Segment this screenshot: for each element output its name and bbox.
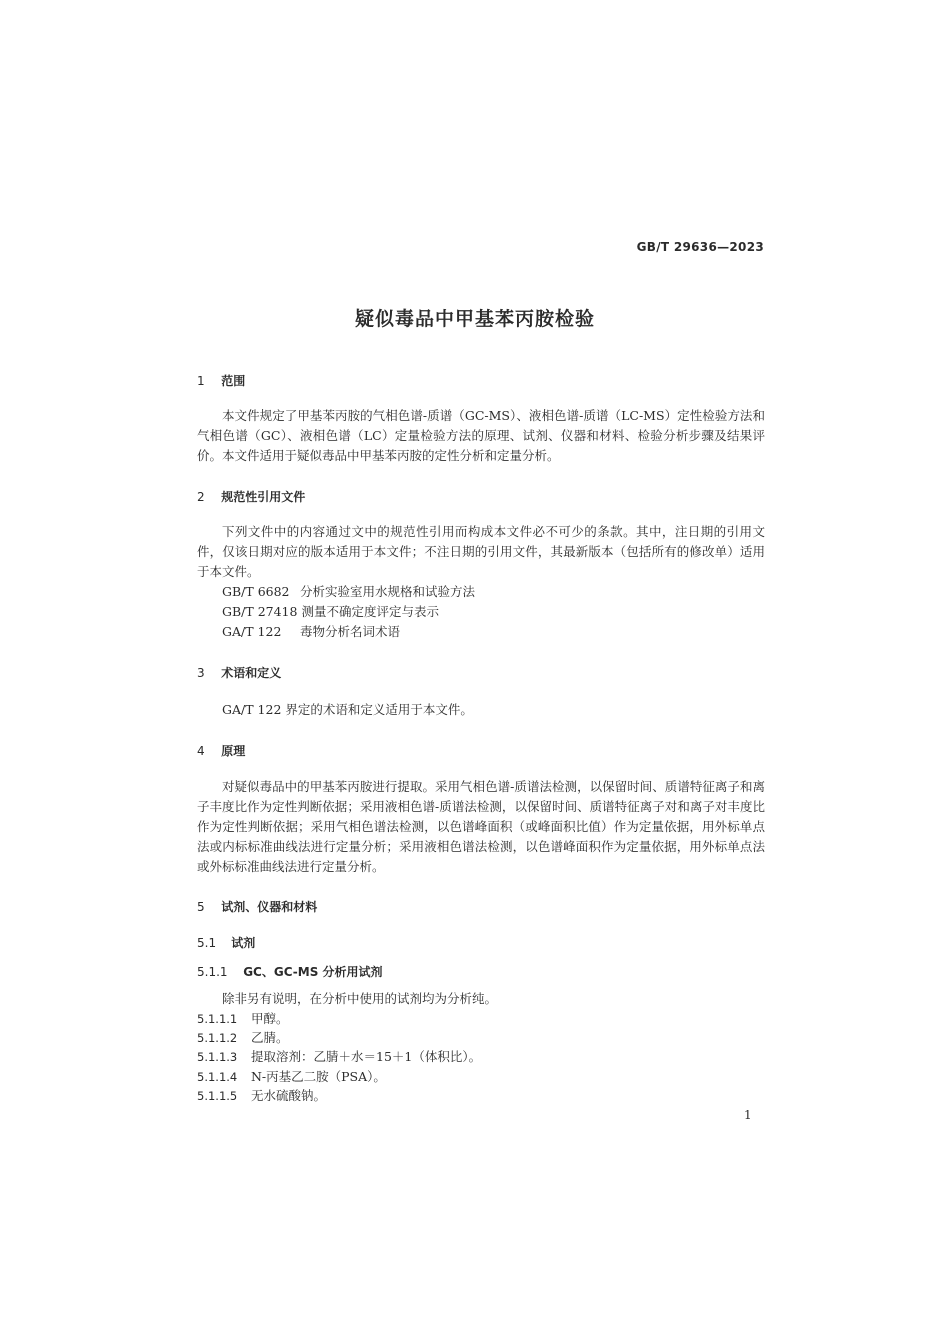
scope-paragraph-2: 本文件适用于疑似毒品中甲基苯丙胺的定性分析和定量分析。 <box>222 448 560 463</box>
section-title: 原理 <box>221 744 246 758</box>
principle-paragraph: 对疑似毒品中的甲基苯丙胺进行提取。采用气相色谱-质谱法检测，以保留时间、质谱特征离子和离子丰度比作为定性判断依据；采用液相色谱-质谱法检测，以保留时间、质谱特征离子对和离子对丰度比作为定性判断依据；采用气相色谱法检测，以色谱峰面积（或峰面积比值）作为定量依据，用外标单点法或内标标准曲线法进行定量分析；采用液相色谱法检测，以色谱峰面积作为定量依据，用外标单点法或外标标准曲线法进行定量分析。 <box>197 779 765 874</box>
section-number: 4 <box>197 744 205 758</box>
item-text: N-丙基乙二胺（PSA）。 <box>250 1069 386 1084</box>
section-number: 5.1 <box>197 936 217 950</box>
section-number: 2 <box>197 490 205 504</box>
scope-paragraph-1: 本文件规定了甲基苯丙胺的气相色谱-质谱（GC-MS）、液相色谱-质谱（LC-MS）定性检验方法和气相色谱（GC）、液相色谱（LC）定量检验方法的原理、试剂、仪器和材料、检验分析步骤及结果评价。 <box>197 408 765 463</box>
item-number: 5.1.1.4 <box>197 1070 238 1084</box>
reference-item <box>222 622 400 642</box>
item-number: 5.1.1.1 <box>197 1012 238 1026</box>
section-2-heading <box>197 488 305 505</box>
reference-code: GB/T 27418 <box>222 604 298 619</box>
section-number: 1 <box>197 374 205 388</box>
section-1-heading <box>197 372 245 389</box>
section-title: 试剂、仪器和材料 <box>221 900 318 914</box>
list-item <box>197 1009 289 1029</box>
section-number: 3 <box>197 666 205 680</box>
reference-title: 分析实验室用水规格和试验方法 <box>299 584 475 599</box>
section-title: 试剂 <box>231 936 256 950</box>
section-4-heading <box>197 742 245 759</box>
reagents-intro: 除非另有说明，在分析中使用的试剂均为分析纯。 <box>222 991 498 1006</box>
reference-code: GB/T 6682 <box>222 584 290 599</box>
section-5-heading <box>197 898 317 915</box>
item-text: 乙腈。 <box>250 1030 289 1045</box>
reference-item <box>222 582 475 602</box>
item-text: 无水硫酸钠。 <box>250 1088 326 1103</box>
document-title: 疑似毒品中甲基苯丙胺检验 <box>354 308 595 330</box>
list-item <box>197 1086 326 1106</box>
list-item <box>197 1067 386 1087</box>
item-text: 甲醇。 <box>250 1011 289 1026</box>
item-number: 5.1.1.3 <box>197 1050 238 1064</box>
page-number: 1 <box>744 1108 752 1122</box>
item-number: 5.1.1.5 <box>197 1089 238 1103</box>
section-title: 范围 <box>221 374 246 388</box>
reference-item <box>222 602 439 622</box>
reference-title: 测量不确定度评定与表示 <box>301 604 439 619</box>
section-number: 5.1.1 <box>197 965 228 979</box>
section-3-heading <box>197 664 281 681</box>
section-title: 术语和定义 <box>221 666 282 680</box>
standard-code: GB/T 29636—2023 <box>636 240 764 254</box>
subsection-5-1-1-heading <box>197 963 383 980</box>
section-number: 5 <box>197 900 205 914</box>
references-paragraph: 下列文件中的内容通过文中的规范性引用而构成本文件必不可少的条款。其中，注日期的引用文件，仅该日期对应的版本适用于本文件；不注日期的引用文件，其最新版本（包括所有的修改单）适用于本文件。 <box>197 524 765 579</box>
item-text: 提取溶剂：乙腈＋水＝15＋1（体积比）。 <box>250 1049 482 1064</box>
list-item <box>197 1028 289 1048</box>
terms-paragraph: GA/T 122 界定的术语和定义适用于本文件。 <box>222 702 473 717</box>
section-title: GC、GC-MS 分析用试剂 <box>243 965 383 979</box>
subsection-5-1-heading <box>197 934 255 951</box>
reference-title: 毒物分析名词术语 <box>299 624 400 639</box>
list-item <box>197 1047 481 1067</box>
item-number: 5.1.1.2 <box>197 1031 238 1045</box>
section-title: 规范性引用文件 <box>221 490 306 504</box>
reference-code: GA/T 122 <box>222 624 282 639</box>
